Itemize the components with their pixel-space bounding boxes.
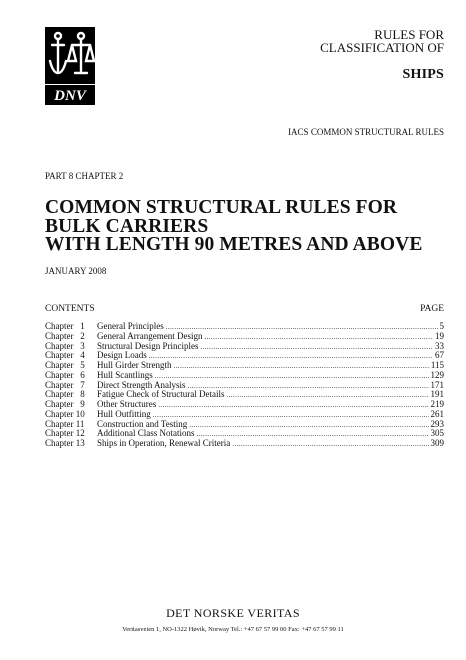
table-of-contents bbox=[45, 322, 444, 449]
toc-chapter-title: Ships in Operation, Renewal Criteria bbox=[97, 438, 231, 448]
title-line-1: COMMON STRUCTURAL RULES FOR bbox=[45, 197, 398, 218]
toc-chapter-label: Chapter 10 bbox=[45, 408, 85, 419]
toc-leader-dots bbox=[158, 401, 428, 411]
toc-chapter-title: General Arrangement Design bbox=[97, 330, 203, 341]
toc-page-number: 67 bbox=[435, 350, 444, 361]
rules-for-text: RULES FOR bbox=[374, 27, 444, 42]
toc-leader-dots bbox=[155, 372, 429, 382]
toc-chapter-title: Hull Scantlings bbox=[97, 369, 153, 380]
toc-chapter-label: Chapter 1 bbox=[45, 321, 85, 331]
toc-chapter-title: Other Structures bbox=[97, 399, 157, 409]
toc-page-number: 191 bbox=[430, 389, 444, 400]
toc-leader-dots bbox=[166, 323, 438, 333]
toc-chapter-label: Chapter 7 bbox=[45, 379, 85, 390]
dnv-logo bbox=[45, 27, 95, 105]
toc-page-number: 33 bbox=[435, 340, 444, 351]
toc-leader-dots bbox=[189, 421, 428, 431]
toc-leader-dots bbox=[153, 411, 429, 421]
toc-chapter-label: Chapter 12 bbox=[45, 428, 85, 439]
rules-header bbox=[320, 28, 444, 54]
toc-page-number: 309 bbox=[430, 438, 444, 448]
toc-chapter-label: Chapter 13 bbox=[45, 438, 85, 448]
toc-page-number: 171 bbox=[430, 379, 444, 390]
contents-header bbox=[45, 304, 444, 314]
toc-page-number: 5 bbox=[439, 321, 444, 331]
toc-leader-dots bbox=[149, 352, 433, 362]
toc-chapter-title: Construction and Testing bbox=[97, 418, 188, 429]
toc-chapter-label: Chapter 3 bbox=[45, 340, 85, 351]
toc-chapter-label: Chapter 9 bbox=[45, 399, 85, 409]
toc-leader-dots bbox=[204, 333, 433, 343]
toc-page-number: 261 bbox=[430, 408, 444, 419]
toc-page-number: 129 bbox=[430, 369, 444, 380]
toc-chapter-label: Chapter 5 bbox=[45, 360, 85, 370]
toc-chapter-label: Chapter 8 bbox=[45, 389, 85, 400]
toc-chapter-label: Chapter 4 bbox=[45, 350, 85, 361]
contents-label: CONTENTS bbox=[45, 304, 95, 314]
toc-chapter-title: Additional Class Notations bbox=[97, 428, 195, 439]
toc-page-number: 19 bbox=[435, 330, 444, 341]
toc-chapter-label: Chapter 6 bbox=[45, 369, 85, 380]
toc-leader-dots bbox=[174, 362, 429, 372]
classification-of-text: CLASSIFICATION OF bbox=[320, 40, 444, 55]
publication-date: JANUARY 2008 bbox=[45, 266, 107, 276]
toc-leader-dots bbox=[232, 440, 428, 450]
toc-chapter-title: Fatigue Check of Structural Details bbox=[97, 389, 225, 400]
toc-page-number: 293 bbox=[430, 418, 444, 429]
page-label: PAGE bbox=[420, 304, 444, 314]
toc-chapter-label: Chapter 2 bbox=[45, 330, 85, 341]
toc-chapter-title: Hull Girder Strength bbox=[97, 360, 172, 370]
toc-leader-dots bbox=[197, 430, 429, 440]
toc-chapter-title: Hull Outfitting bbox=[97, 408, 151, 419]
toc-chapter-title: Direct Strength Analysis bbox=[97, 379, 186, 390]
logo-text: DNV bbox=[54, 88, 86, 104]
title-line-3: WITH LENGTH 90 METRES AND ABOVE bbox=[45, 234, 423, 255]
toc-chapter-title: Structural Design Principles bbox=[97, 340, 199, 351]
title-line-2: BULK CARRIERS bbox=[45, 215, 209, 237]
company-address: Veritasveien 1, NO-1322 Høvik, Norway Tel.: +47 67 57 99 00 Fax: +47 67 57 99 11 bbox=[122, 626, 344, 633]
toc-page-number: 305 bbox=[430, 428, 444, 439]
toc-page-number: 115 bbox=[430, 360, 444, 370]
toc-chapter-title: General Principles bbox=[97, 321, 164, 331]
toc-leader-dots bbox=[226, 391, 428, 401]
toc-chapter-label: Chapter 11 bbox=[45, 418, 85, 429]
toc-row[interactable] bbox=[45, 439, 444, 449]
toc-page-number: 219 bbox=[430, 399, 444, 409]
document-title bbox=[45, 199, 422, 255]
anchor-logo-icon bbox=[45, 27, 95, 105]
part-chapter: PART 8 CHAPTER 2 bbox=[45, 171, 124, 181]
iacs-label: IACS COMMON STRUCTURAL RULES bbox=[288, 127, 444, 137]
company-name: DET NORSKE VERITAS bbox=[166, 606, 300, 620]
toc-leader-dots bbox=[200, 343, 433, 353]
toc-chapter-title: Design Loads bbox=[97, 350, 147, 361]
ships-heading: SHIPS bbox=[402, 67, 444, 82]
